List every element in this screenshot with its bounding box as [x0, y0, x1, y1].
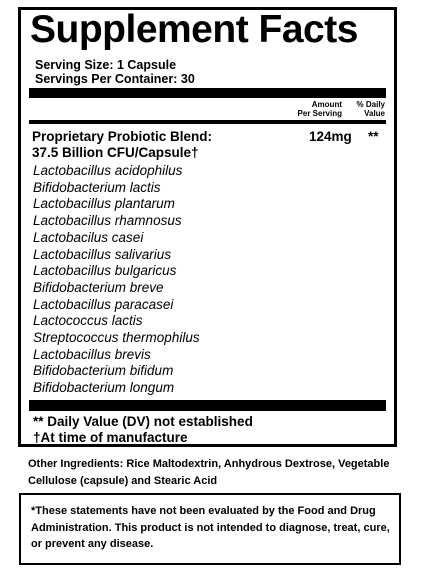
list-item: Lactobacillus plantarum [33, 196, 175, 212]
blend-label: Proprietary Probiotic Blend: [32, 129, 213, 144]
panel-title: Supplement Facts [30, 8, 358, 51]
list-item: Lactobacillus salivarius [33, 246, 172, 262]
list-item: Bifidobacterium longum [33, 380, 175, 396]
blend-amount: 124mg [309, 129, 352, 144]
serving-size: Serving Size: 1 Capsule [35, 58, 177, 72]
list-item: Bifidobacterium bifidum [33, 363, 174, 379]
supplement-facts-panel [18, 7, 397, 447]
blend-daily-value: ** [368, 129, 379, 144]
cfu-count: 37.5 Billion CFU/Capsule† [32, 145, 199, 160]
thick-divider-bottom [29, 400, 386, 411]
footnote-daily-value: ** Daily Value (DV) not established [33, 414, 253, 429]
other-ingredients: Other Ingredients: Rice Maltodextrin, Anhydrous Dextrose, Vegetable Cellulose (capsule) and Stearic Acid [28, 458, 390, 487]
list-item: Lactobacillus acidophilus [33, 163, 183, 178]
list-item: Lactobacillus paracasei [33, 296, 174, 312]
list-item: Lactobacilus casei [33, 229, 144, 245]
list-item: Lactobacillus brevis [33, 346, 151, 362]
list-item: Lactobacillus rhamnosus [33, 213, 182, 229]
list-item: Streptococcus thermophilus [33, 330, 200, 346]
footnote-manufacture: †At time of manufacture [33, 430, 188, 445]
amount-per-serving-header: Amount Per Serving [297, 100, 342, 118]
list-item: Lactococcus lactis [33, 313, 143, 329]
list-item: Bifidobacterium lactis [33, 179, 161, 195]
list-item: Bifidobacterium breve [33, 279, 164, 295]
daily-value-header: % Daily Value [356, 100, 385, 118]
disclaimer-box [19, 493, 401, 565]
fda-disclaimer: *These statements have not been evaluated by the Food and Drug Administration. This product is not intended to diagnose, treat, cure, or prevent any disease. [31, 505, 390, 550]
strain-list [33, 163, 200, 397]
list-item: Lactobacillus bulgaricus [33, 263, 177, 279]
servings-per-container: Servings Per Container: 30 [35, 72, 195, 86]
thick-divider-mid [29, 120, 386, 124]
thick-divider-top [29, 88, 386, 98]
